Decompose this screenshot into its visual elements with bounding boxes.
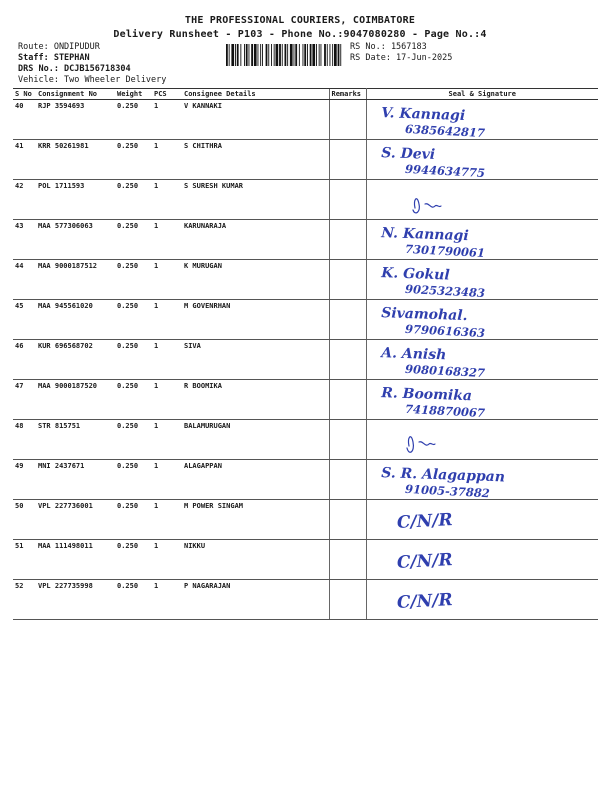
route-label: Route: ONDIPUDUR [18,42,100,52]
cell-remarks [329,580,366,620]
rs-number: RS No.: 1567183 [350,42,427,52]
table-row [13,580,598,620]
cell-remarks [329,500,366,540]
cell-consignment: KRR 50261981 [36,140,115,180]
cell-pcs: 1 [152,100,182,140]
cell-pcs: 1 [152,300,182,340]
handwritten-signature [375,382,565,422]
cell-consignee: BALAMURUGAN [182,420,329,460]
col-weight: Weight [115,89,152,100]
table-row [13,540,598,580]
cell-signature [366,420,598,460]
signature-phone: 9025323483 [404,281,485,301]
cell-consignment: MAA 9000187512 [36,260,115,300]
cell-weight: 0.250 [115,500,152,540]
cell-signature [366,340,598,380]
table-row [13,100,598,140]
cell-consignment: POL 1711593 [36,180,115,220]
cell-weight: 0.250 [115,140,152,180]
cell-weight: 0.250 [115,180,152,220]
col-consignment: Consignment No [36,89,115,100]
cell-sno: 47 [13,380,36,420]
cell-weight: 0.250 [115,420,152,460]
signature-name: R. Boomika [380,385,472,405]
cell-remarks [329,260,366,300]
company-title: THE PROFESSIONAL COURIERS, COIMBATORE [184,15,416,26]
cell-sno: 40 [13,100,36,140]
signature-name: Sivamohal. [380,305,468,325]
signature-name: S. R. Alagappan [380,465,505,486]
cell-consignee: NIKKU [182,540,329,580]
cell-consignment: STR 815751 [36,420,115,460]
cell-sno: 52 [13,580,36,620]
cell-sno: 46 [13,340,36,380]
cell-signature [366,100,598,140]
handwritten-signature [375,342,565,382]
cell-weight: 0.250 [115,460,152,500]
table-row [13,500,598,540]
col-signature: Seal & Signature [366,89,598,100]
cell-consignment: MNI 2437671 [36,460,115,500]
cell-pcs: 1 [152,380,182,420]
signature-phone: 6385642817 [404,121,485,141]
table-row [13,380,598,420]
cell-remarks [329,140,366,180]
cell-remarks [329,380,366,420]
cell-signature [366,500,598,540]
signature-name: N. Kannagi [380,225,469,245]
cell-remarks [329,340,366,380]
cell-signature [366,300,598,340]
runsheet-table [13,88,598,620]
table-row [13,340,598,380]
runsheet-subtitle: Delivery Runsheet - P103 - Phone No.:9047080280 - Page No.:4 [113,29,487,40]
cell-pcs: 1 [152,580,182,620]
cell-signature [366,220,598,260]
cell-consignee: M POWER SINGAM [182,500,329,540]
signature-mark [407,437,435,452]
handwritten-signature [375,582,565,622]
table-row [13,140,598,180]
signature-name: A. Anish [380,345,447,364]
signature-name: C/N/R [395,550,453,573]
cell-consignment: MAA 9000187520 [36,380,115,420]
table-row [13,260,598,300]
cell-signature [366,580,598,620]
cell-signature [366,140,598,180]
cell-remarks [329,540,366,580]
cell-pcs: 1 [152,420,182,460]
col-pcs: PCS [152,89,182,100]
cell-consignee: S CHITHRA [182,140,329,180]
cell-consignee: ALAGAPPAN [182,460,329,500]
handwritten-signature [375,142,565,182]
cell-consignee: P NAGARAJAN [182,580,329,620]
cell-pcs: 1 [152,180,182,220]
cell-consignment: KUR 696568702 [36,340,115,380]
handwritten-signature [375,182,565,222]
table-row [13,180,598,220]
cell-pcs: 1 [152,500,182,540]
handwritten-signature [375,422,565,462]
cell-sno: 48 [13,420,36,460]
handwritten-signature [375,462,565,502]
cell-sno: 49 [13,460,36,500]
cell-weight: 0.250 [115,220,152,260]
signature-phone: 9944634775 [404,161,485,181]
cell-weight: 0.250 [115,300,152,340]
cell-consignee: R BOOMIKA [182,380,329,420]
vehicle-label: Vehicle: Two Wheeler Delivery [18,75,167,85]
cell-remarks [329,100,366,140]
cell-remarks [329,300,366,340]
cell-consignment: RJP 3594693 [36,100,115,140]
cell-consignee: K MURUGAN [182,260,329,300]
cell-sno: 44 [13,260,36,300]
cell-weight: 0.250 [115,580,152,620]
cell-pcs: 1 [152,340,182,380]
col-consignee: Consignee Details [182,89,329,100]
cell-signature [366,180,598,220]
cell-consignment: VPL 227736001 [36,500,115,540]
cell-consignment: MAA 111498011 [36,540,115,580]
col-sno: S No [13,89,36,100]
cell-consignee: S SURESH KUMAR [182,180,329,220]
handwritten-signature [375,262,565,302]
cell-pcs: 1 [152,260,182,300]
cell-pcs: 1 [152,540,182,580]
handwritten-signature [375,502,565,542]
signature-name: K. Gokul [380,265,450,284]
handwritten-signature [375,222,565,262]
signature-phone: 9790616363 [404,321,485,341]
drs-number: DRS No.: DCJB156718304 [18,64,131,74]
cell-sno: 50 [13,500,36,540]
table-header-row [13,89,598,100]
handwritten-signature [375,542,565,582]
cell-sno: 41 [13,140,36,180]
table-row [13,300,598,340]
signature-phone: 7418870067 [404,401,485,421]
cell-signature [366,380,598,420]
cell-consignee: SIVA [182,340,329,380]
cell-sno: 43 [13,220,36,260]
cell-remarks [329,220,366,260]
cell-pcs: 1 [152,220,182,260]
rs-date: RS Date: 17-Jun-2025 [350,53,453,63]
cell-weight: 0.250 [115,380,152,420]
cell-pcs: 1 [152,460,182,500]
table-row [13,420,598,460]
cell-signature [366,260,598,300]
col-remarks: Remarks [329,89,366,100]
cell-sno: 42 [13,180,36,220]
handwritten-signature [375,302,565,342]
handwritten-signature [375,102,565,142]
cell-remarks [329,180,366,220]
cell-weight: 0.250 [115,340,152,380]
cell-consignment: VPL 227735998 [36,580,115,620]
cell-weight: 0.250 [115,540,152,580]
cell-signature [366,540,598,580]
signature-name: V. Kannagi [380,105,465,125]
signature-phone: 9080168327 [404,361,485,381]
table-row [13,460,598,500]
cell-consignee: KARUNARAJA [182,220,329,260]
staff-label: Staff: STEPHAN [18,53,90,63]
cell-consignee: M GOVENRHAN [182,300,329,340]
cell-sno: 45 [13,300,36,340]
cell-consignee: V KANNAKI [182,100,329,140]
table-row [13,220,598,260]
cell-pcs: 1 [152,140,182,180]
cell-remarks [329,460,366,500]
cell-consignment: MAA 945561020 [36,300,115,340]
signature-phone: 91005-37882 [404,481,490,501]
signature-mark [413,199,441,213]
cell-consignment: MAA 577306063 [36,220,115,260]
cell-sno: 51 [13,540,36,580]
signature-phone: 7301790061 [404,241,485,261]
cell-signature [366,460,598,500]
signature-name: C/N/R [395,590,453,613]
cell-remarks [329,420,366,460]
barcode [226,44,342,66]
signature-name: S. Devi [380,145,435,163]
cell-weight: 0.250 [115,100,152,140]
cell-weight: 0.250 [115,260,152,300]
signature-name: C/N/R [395,510,453,533]
